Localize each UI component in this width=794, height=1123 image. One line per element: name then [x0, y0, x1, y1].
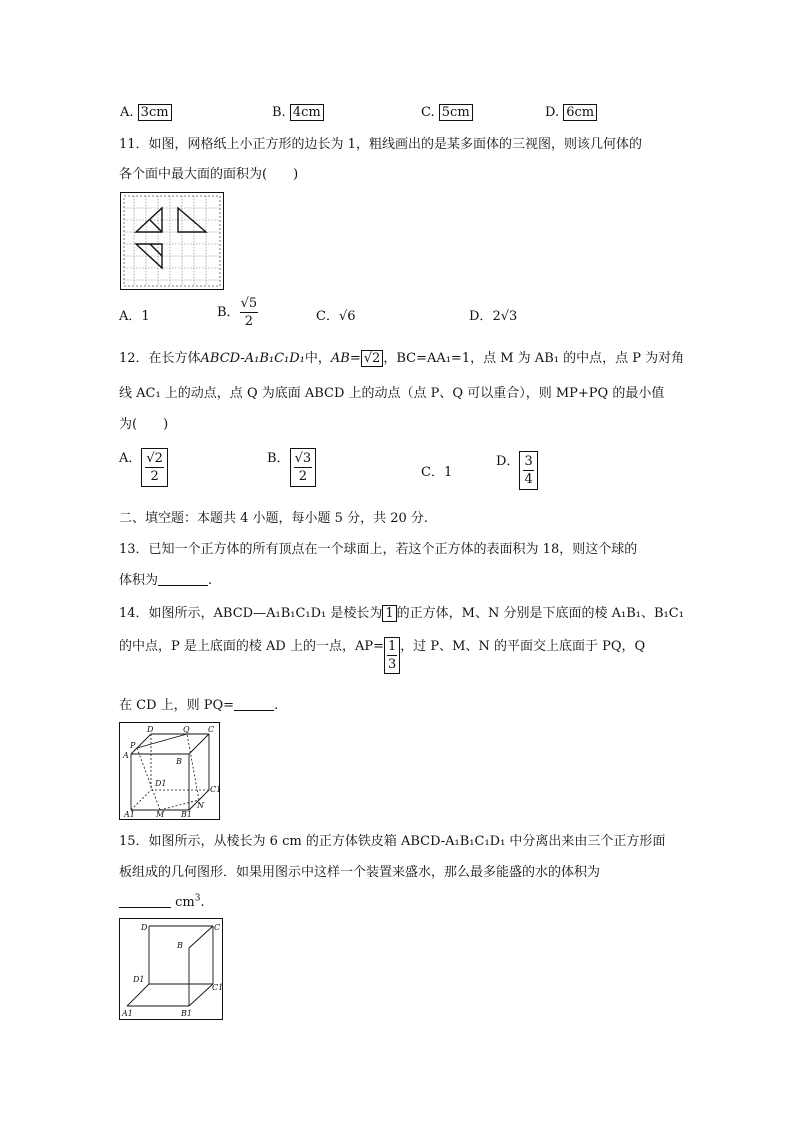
q14-label-b1: B1: [181, 810, 192, 819]
q13-line1: 13．已知一个正方体的所有顶点在一个球面上，若这个正方体的表面积为 18，则这个球的: [119, 542, 638, 557]
q14-label-c: C: [208, 725, 215, 734]
q14-answer-blank[interactable]: [234, 710, 274, 711]
q14-label-d: D: [147, 725, 154, 734]
q14-label-c1: C1: [210, 785, 222, 794]
q14-label-a: A: [123, 751, 129, 760]
q15-label-a1: A1: [122, 1009, 133, 1018]
q14-label-d1: D1: [155, 779, 167, 788]
q10-option-c: C. 5cm: [421, 104, 473, 121]
q11-line2: 各个面中最大面的面积为( ): [119, 167, 299, 182]
q15-label-c: C: [214, 923, 221, 932]
q14-line1: 14．如图所示，ABCD—A₁B₁C₁D₁ 是棱长为 1 的正方体，M、N 分别是下底面的棱 A₁B₁、B₁C₁: [119, 606, 684, 621]
q10-option-d-value: 6cm: [563, 104, 597, 121]
q15-label-b: B: [177, 941, 183, 950]
q14-line2: 的中点，P 是上底面的棱 AD 上的一点，AP= $\frac{1}{3}$ ，过 P、M、N 的平面交上底面于 PQ，Q: [119, 639, 646, 672]
section-heading-fill-in: 二、填空题：本题共 4 小题，每小题 5 分，共 20 分.: [119, 511, 429, 526]
q14-label-p: P: [130, 741, 136, 750]
q12-option-b: B． $\frac{√3}{2}$: [267, 448, 316, 487]
q14-label-a1: A1: [124, 810, 135, 819]
q10-option-b: B. 4cm: [272, 104, 324, 121]
q13-answer-blank[interactable]: [158, 585, 208, 586]
q15-label-d: D: [141, 923, 148, 932]
q10-option-a: A. 3cm: [120, 104, 172, 121]
q14-label-m: M: [156, 810, 165, 819]
q15-line2: 板组成的几何图形．如果用图示中这样一个装置来盛水，那么最多能盛的水的体积为: [119, 865, 601, 880]
q11-option-b: B． $\frac{√5}{2}$: [217, 296, 258, 329]
q15-label-d1: D1: [133, 975, 145, 984]
q12-ab-value: √2: [361, 350, 384, 367]
q14-cube-figure: [119, 722, 220, 820]
q12-option-a: A． $\frac{√2}{2}$: [119, 448, 168, 487]
q12-line1: 12．在长方体ABCD-A₁B₁C₁D₁中，AB= √2 ，BC=AA₁=1，点 M 为 AB₁ 的中点，点 P 为对角: [119, 351, 685, 366]
q15-label-c1: C1: [212, 983, 224, 992]
q10-option-a-value: 3cm: [138, 104, 172, 121]
q11-option-d: D．2√3: [469, 309, 518, 324]
q11-option-a: A．1: [119, 309, 150, 324]
q11-line1: 11．如图，网格纸上小正方形的边长为 1，粗线画出的是某多面体的三视图，则该几何体的: [119, 137, 642, 152]
q12-line3: 为( ): [119, 417, 169, 432]
q15-answer-blank[interactable]: [119, 907, 171, 908]
q10-option-c-value: 5cm: [439, 104, 473, 121]
q15-box-figure: [119, 918, 223, 1020]
q14-label-n: N: [197, 801, 204, 810]
q12-option-c: C．1: [421, 465, 453, 480]
q14-line3: 在 CD 上，则 PQ= .: [119, 698, 279, 713]
q12-line2: 线 AC₁ 上的动点，点 Q 为底面 ABCD 上的动点（点 P、Q 可以重合），则 MP+PQ 的最小值: [119, 386, 665, 401]
q10-option-b-value: 4cm: [290, 104, 324, 121]
q13-line2: 体积为 .: [119, 573, 213, 588]
q12-option-d: D． $\frac{3}{4}$: [496, 451, 538, 490]
q14-edge-value: 1: [382, 605, 396, 622]
q11-three-view-figure: [120, 192, 224, 290]
q15-label-b1: B1: [181, 1009, 192, 1018]
q10-option-d: D. 6cm: [545, 104, 597, 121]
q15-line3: $cm^3$.: [119, 896, 205, 909]
q14-label-q: Q: [183, 725, 190, 734]
q11-option-c: C．√6: [316, 309, 356, 324]
q15-line1: 15．如图所示，从棱长为 6 cm 的正方体铁皮箱 ABCD-A₁B₁C₁D₁ 中分离出来由三个正方形面: [119, 834, 666, 849]
q14-label-b: B: [176, 757, 182, 766]
